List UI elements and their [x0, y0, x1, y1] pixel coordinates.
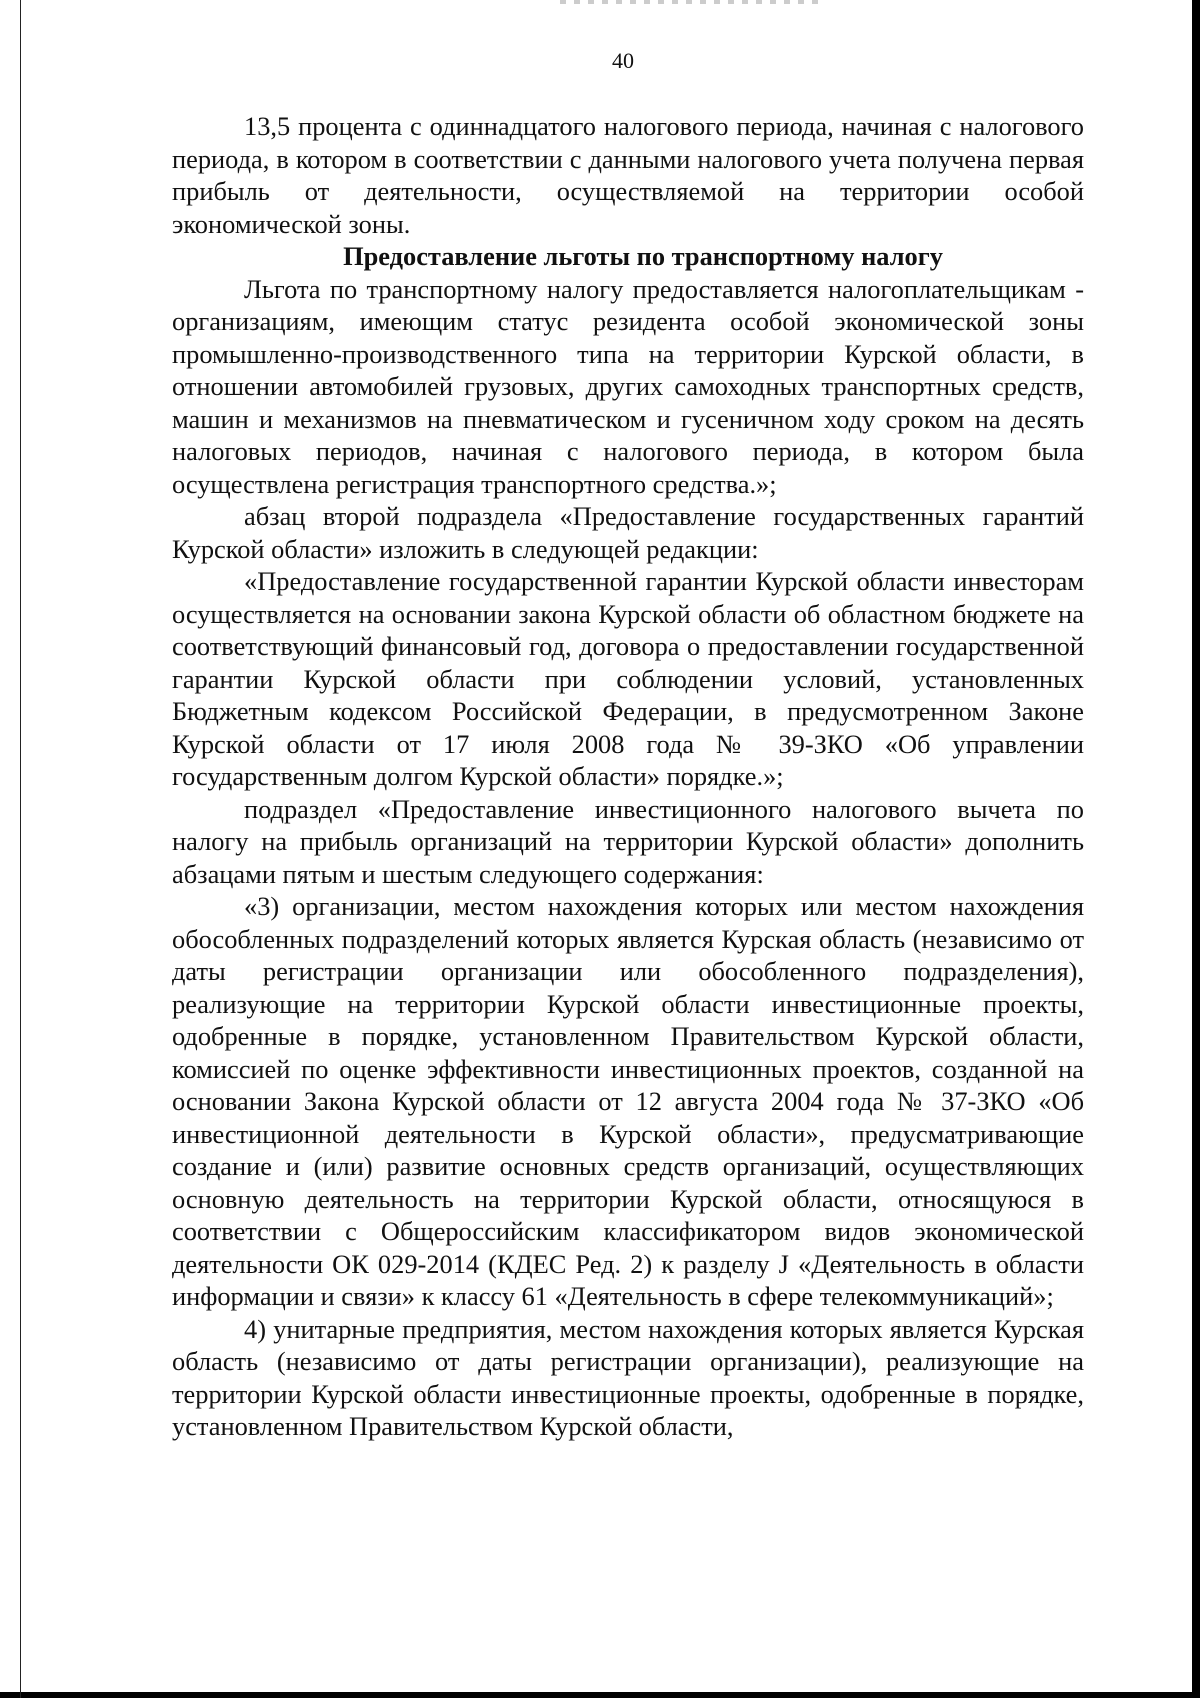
- paragraph-guarantee-text: «Предоставление государственной гарантии Курской области инвесторам осуществляется на основании закона Курской области об областном бюджете на соответствующий финансовый год, договора о предоставлении государственной гарантии Курской области при соблюдении условий, установленных Бюджетным кодексом Российской Федерации, в предусмотренном Законе Курской области от 17 июля 2008 года № 39-ЗКО «Об управлении государственным долгом Курской области» порядке.»;: [172, 566, 1084, 791]
- paragraph-guarantees-amendment: абзац второй подраздела «Предоставление государственных гарантий Курской области» изложить в следующей редакции:: [172, 501, 1084, 564]
- paragraph-item-4: 4) унитарные предприятия, местом нахождения которых является Курская область (независимо от даты регистрации организации), реализующие на территории Курской области инвестиционные проекты, одобренные в порядке, установленном Правительством Курской области,: [172, 1313, 1084, 1441]
- paragraph-item-3: «3) организации, местом нахождения которых или местом нахождения обособленных подразделений которых является Курская область (независимо от даты регистрации организации или обособленного подразделения), реализующие на территории Курской области инвестиционные проекты, одобренные в порядке, установленном Правительством Курской области, комиссией по оценке эффективности инвестиционных проектов, созданной на основании Закона Курской области от 12 августа 2004 года № 37-ЗКО «Об инвестиционной деятельности в Курской области», предусматривающие создание и (или) развитие основных средств организаций, осуществляющих основную деятельность на территории Курской области, относящуюся в соответствии с Общероссийским классификатором видов экономической деятельности ОК 029-2014 (КДЕС Ред. 2) к разделу J «Деятельность в области информации и связи» к классу 61 «Деятельность в сфере телекоммуникаций»;: [172, 891, 1084, 1311]
- paragraph-investment-deduction: подраздел «Предоставление инвестиционного налогового вычета по налогу на прибыль организаций на территории Курской области» дополнить абзацами пятым и шестым следующего содержания:: [172, 793, 1084, 889]
- scan-top-specks: [560, 0, 820, 4]
- scan-left-edge: [20, 0, 21, 1698]
- paragraph-tax-rate: 13,5 процента с одиннадцатого налогового периода, начиная с налогового периода, в котором в соответствии с данными налогового учета получена первая прибыль от деятельности, осуществляемой на территории особой экономической зоны.: [172, 111, 1084, 239]
- paragraph-transport-tax-benefit: Льгота по транспортному налогу предоставляется налогоплательщикам - организациям, имеющим статус резидента особой экономической зоны промышленно-производственного типа на территории Курской области, в отношении автомобилей грузовых, других самоходных транспортных средств, машин и механизмов на пневматическом и гусеничном ходу сроком на десять налоговых периодов, начиная с налогового периода, в котором была осуществлена регистрация транспортного средства.»;: [172, 273, 1084, 499]
- document-body: [172, 110, 1084, 1443]
- section-heading-transport-tax: Предоставление льготы по транспортному налогу: [343, 241, 943, 271]
- page-number: 40: [612, 48, 634, 73]
